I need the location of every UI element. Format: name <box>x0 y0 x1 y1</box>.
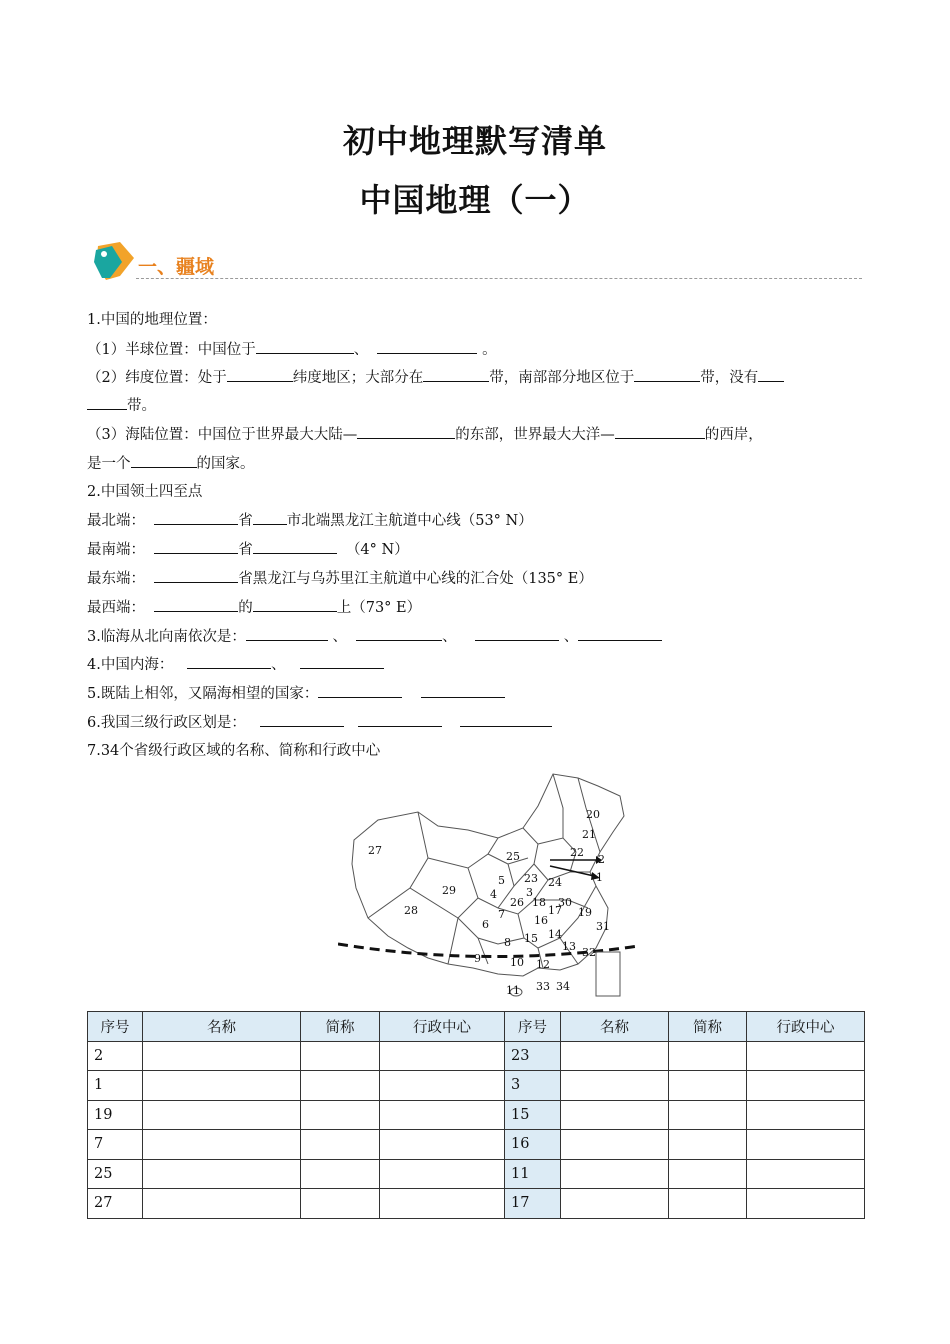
map-province-label: 22 <box>570 846 584 859</box>
map-province-label: 5 <box>498 874 505 887</box>
question-line: 最北端： 省 市北端黑龙江主航道中心线（53° N） <box>87 510 533 531</box>
answer-blank[interactable] <box>253 597 337 612</box>
answer-cell[interactable] <box>301 1130 380 1160</box>
question-line: 带。 <box>87 395 156 416</box>
province-table <box>87 1011 865 1219</box>
answer-cell[interactable] <box>301 1159 380 1189</box>
answer-blank[interactable] <box>253 539 337 554</box>
answer-cell[interactable] <box>669 1071 747 1101</box>
answer-cell[interactable] <box>561 1130 669 1160</box>
answer-blank[interactable] <box>246 626 328 641</box>
section-title: 一、疆域 <box>138 256 215 278</box>
row-number: 2 <box>88 1041 143 1071</box>
question-line: 5.既陆上相邻，又隔海相望的国家： <box>87 683 505 704</box>
answer-cell[interactable] <box>669 1130 747 1160</box>
answer-cell[interactable] <box>301 1100 380 1130</box>
map-province-label: 8 <box>504 936 511 949</box>
answer-cell[interactable] <box>143 1189 301 1219</box>
map-province-label: 4 <box>490 888 497 901</box>
answer-cell[interactable] <box>143 1159 301 1189</box>
map-province-label: 32 <box>582 946 596 959</box>
answer-blank[interactable] <box>578 626 662 641</box>
answer-cell[interactable] <box>143 1100 301 1130</box>
map-province-label: 9 <box>474 952 481 965</box>
answer-blank[interactable] <box>356 626 442 641</box>
map-province-label: 7 <box>498 908 505 921</box>
map-province-label: 24 <box>548 876 562 889</box>
answer-cell[interactable] <box>380 1159 505 1189</box>
map-province-label: 21 <box>582 828 596 841</box>
map-province-label: 29 <box>442 884 456 897</box>
question-line: 是一个 的国家。 <box>87 453 255 474</box>
map-province-label: 30 <box>558 896 572 909</box>
map-province-label: 15 <box>524 932 538 945</box>
divider <box>136 278 248 279</box>
answer-blank[interactable] <box>475 626 559 641</box>
answer-blank[interactable] <box>357 424 455 439</box>
answer-cell[interactable] <box>747 1071 865 1101</box>
answer-blank[interactable] <box>615 424 705 439</box>
map-province-label: 6 <box>482 918 489 931</box>
answer-cell[interactable] <box>561 1100 669 1130</box>
answer-cell[interactable] <box>669 1189 747 1219</box>
section-header <box>92 240 862 282</box>
china-province-map <box>338 768 638 1000</box>
map-province-label: 26 <box>510 896 524 909</box>
answer-cell[interactable] <box>747 1189 865 1219</box>
answer-blank[interactable] <box>256 339 354 354</box>
question-line: （3）海陆位置：中国位于世界最大大陆— 的东部，世界最大大洋— 的西岸， <box>87 424 763 445</box>
question-line: 6.我国三级行政区划是： <box>87 712 552 733</box>
map-province-label: 28 <box>404 904 418 917</box>
map-province-label: 19 <box>578 906 592 919</box>
row-number: 25 <box>88 1159 143 1189</box>
answer-blank[interactable] <box>131 453 197 468</box>
answer-blank[interactable] <box>154 510 238 525</box>
row-number: 7 <box>88 1130 143 1160</box>
answer-cell[interactable] <box>301 1189 380 1219</box>
column-header: 序号 <box>88 1012 143 1042</box>
answer-cell[interactable] <box>380 1130 505 1160</box>
answer-cell[interactable] <box>380 1041 505 1071</box>
answer-cell[interactable] <box>747 1100 865 1130</box>
row-number: 15 <box>505 1100 561 1130</box>
answer-cell[interactable] <box>669 1100 747 1130</box>
map-province-label: 20 <box>586 808 600 821</box>
answer-cell[interactable] <box>561 1041 669 1071</box>
map-province-label: 14 <box>548 928 562 941</box>
table-row <box>88 1071 865 1101</box>
row-number: 19 <box>88 1100 143 1130</box>
answer-blank[interactable] <box>227 367 293 382</box>
answer-cell[interactable] <box>143 1071 301 1101</box>
answer-cell[interactable] <box>301 1071 380 1101</box>
row-number: 16 <box>505 1130 561 1160</box>
question-line: 7.34个省级行政区域的名称、简称和行政中心 <box>87 743 381 759</box>
answer-cell[interactable] <box>669 1041 747 1071</box>
question-line: 最西端： 的 上（73° E） <box>87 597 421 618</box>
map-province-label: 16 <box>534 914 548 927</box>
map-province-label: 11 <box>506 984 520 997</box>
answer-blank[interactable] <box>634 367 700 382</box>
table-header-row <box>88 1012 865 1042</box>
answer-blank[interactable] <box>377 339 477 354</box>
page-title: 初中地理默写清单 <box>342 122 607 160</box>
answer-blank[interactable] <box>460 712 552 727</box>
answer-cell[interactable] <box>561 1159 669 1189</box>
map-province-label: 23 <box>524 872 538 885</box>
answer-cell[interactable] <box>143 1130 301 1160</box>
answer-blank[interactable] <box>318 683 402 698</box>
column-header: 行政中心 <box>747 1012 865 1042</box>
map-province-label: 1 <box>596 871 603 884</box>
row-number: 11 <box>505 1159 561 1189</box>
map-province-label: 3 <box>526 886 533 899</box>
answer-blank[interactable] <box>358 712 442 727</box>
table-row <box>88 1100 865 1130</box>
answer-blank[interactable] <box>300 654 384 669</box>
answer-blank[interactable] <box>154 568 238 583</box>
answer-blank[interactable] <box>154 539 238 554</box>
map-province-label: 25 <box>506 850 520 863</box>
column-header: 名称 <box>143 1012 301 1042</box>
answer-cell[interactable] <box>561 1071 669 1101</box>
map-province-label: 13 <box>562 940 576 953</box>
map-province-label: 10 <box>510 956 524 969</box>
column-header: 简称 <box>301 1012 380 1042</box>
row-number: 3 <box>505 1071 561 1101</box>
question-line: 4.中国内海： 、 <box>87 654 384 675</box>
question-line: 最东端： 省黑龙江与乌苏里江主航道中心线的汇合处（135° E） <box>87 568 593 589</box>
answer-cell[interactable] <box>301 1041 380 1071</box>
table-row <box>88 1041 865 1071</box>
map-province-label: 2 <box>598 853 605 866</box>
page-subtitle: 中国地理（一） <box>359 181 591 219</box>
map-province-label: 33 <box>536 980 550 993</box>
question-line: （1）半球位置：中国位于 、 。 <box>87 339 497 360</box>
question-line: （2）纬度位置：处于 纬度地区；大部分在 带，南部部分地区位于 带，没有 <box>87 367 784 388</box>
answer-blank[interactable] <box>260 712 344 727</box>
answer-cell[interactable] <box>747 1130 865 1160</box>
table-row <box>88 1189 865 1219</box>
answer-blank[interactable] <box>423 367 489 382</box>
map-province-label: 17 <box>548 904 562 917</box>
row-number: 1 <box>88 1071 143 1101</box>
map-province-label: 27 <box>368 844 382 857</box>
answer-cell[interactable] <box>380 1071 505 1101</box>
answer-cell[interactable] <box>561 1189 669 1219</box>
question-line: 最南端： 省 （4° N） <box>87 539 409 560</box>
answer-cell[interactable] <box>380 1189 505 1219</box>
answer-blank[interactable] <box>87 395 127 410</box>
row-number: 27 <box>88 1189 143 1219</box>
map-province-label: 12 <box>536 958 550 971</box>
answer-cell[interactable] <box>380 1100 505 1130</box>
answer-cell[interactable] <box>143 1041 301 1071</box>
answer-blank[interactable] <box>154 597 238 612</box>
map-province-label: 34 <box>556 980 570 993</box>
column-header: 序号 <box>505 1012 561 1042</box>
answer-cell[interactable] <box>747 1041 865 1071</box>
question-line: 3.临海从北向南依次是： 、 、 、 <box>87 626 662 647</box>
row-number: 23 <box>505 1041 561 1071</box>
column-header: 行政中心 <box>380 1012 505 1042</box>
map-province-label: 31 <box>596 920 610 933</box>
question-line: 1.中国的地理位置： <box>87 312 217 328</box>
answer-blank[interactable] <box>758 367 784 382</box>
column-header: 简称 <box>669 1012 747 1042</box>
answer-cell[interactable] <box>669 1159 747 1189</box>
answer-blank[interactable] <box>421 683 505 698</box>
table-row <box>88 1130 865 1160</box>
divider <box>250 278 862 279</box>
column-header: 名称 <box>561 1012 669 1042</box>
answer-blank[interactable] <box>187 654 271 669</box>
question-line: 2.中国领土四至点 <box>87 484 203 500</box>
map-province-label: 18 <box>532 896 546 909</box>
tag-icon <box>92 240 136 280</box>
answer-blank[interactable] <box>253 510 287 525</box>
row-number: 17 <box>505 1189 561 1219</box>
table-row <box>88 1159 865 1189</box>
answer-cell[interactable] <box>747 1159 865 1189</box>
